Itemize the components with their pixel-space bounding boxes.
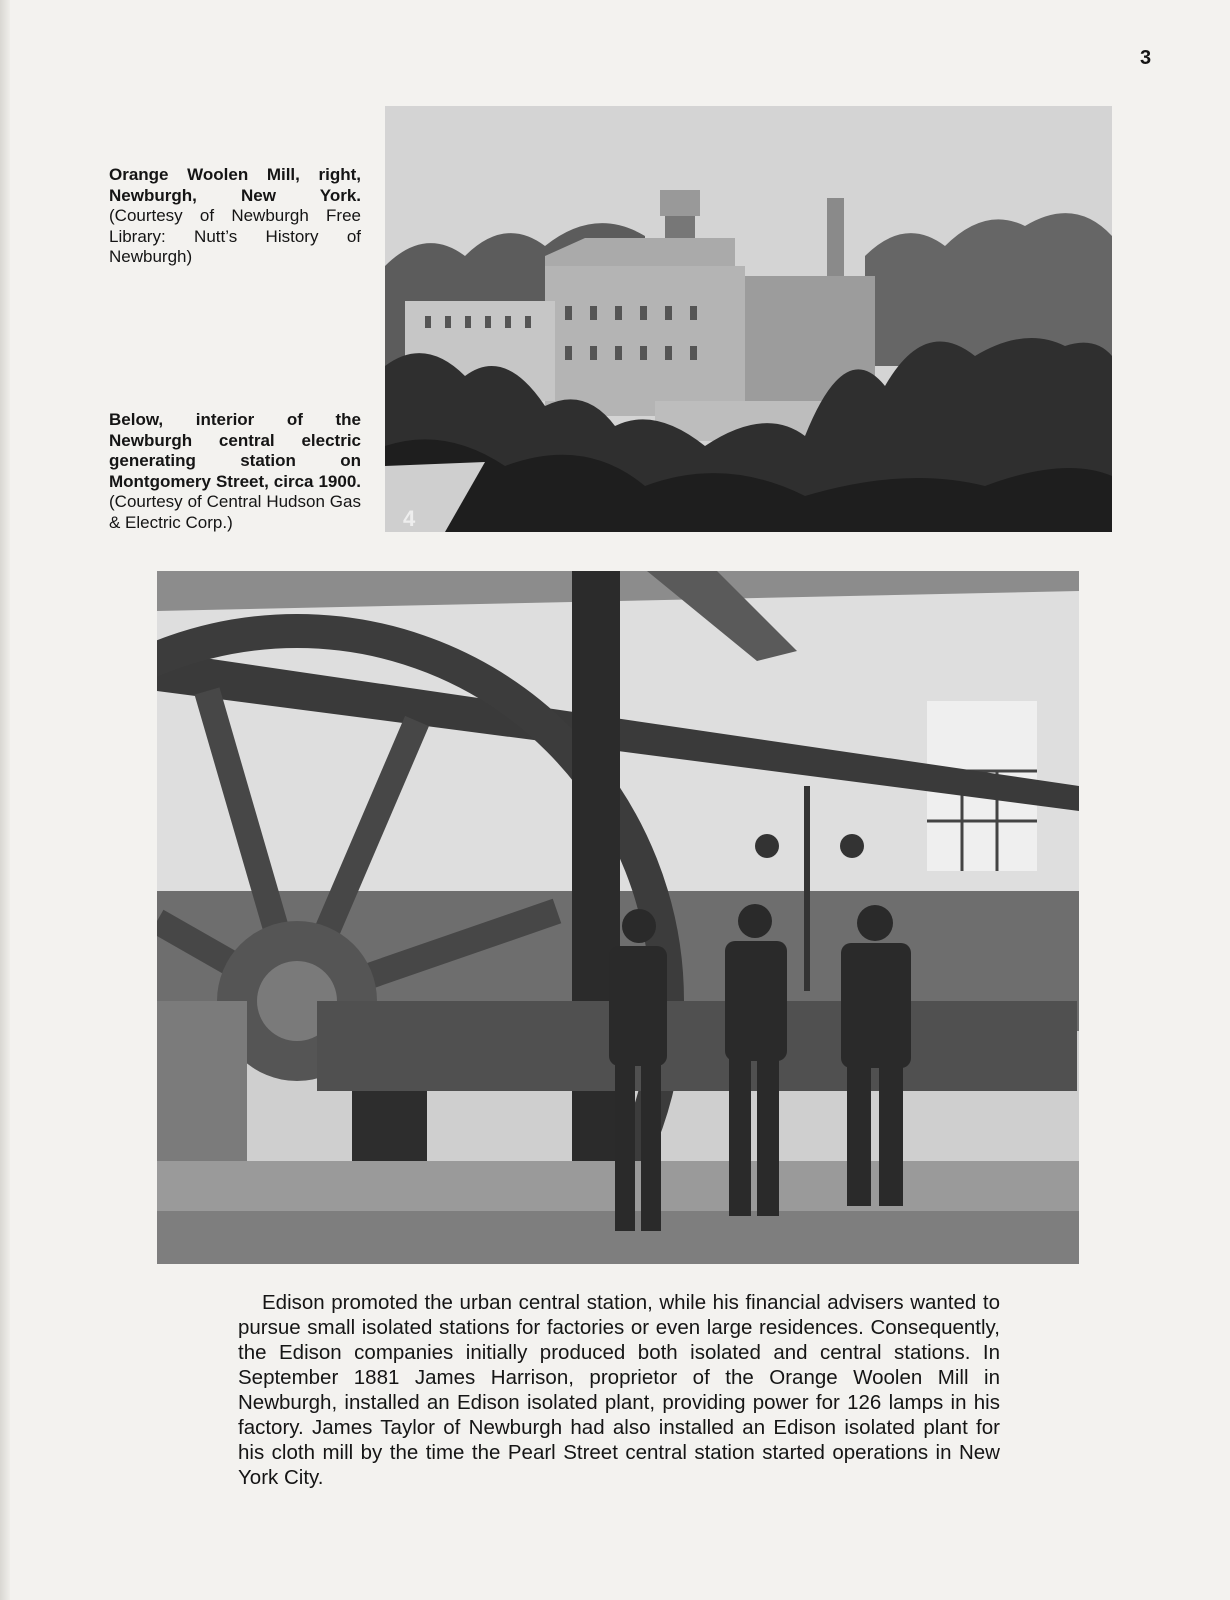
body-paragraph-text: Edison promoted the urban central station, while his financial advisers wanted to pursue small isolated stations for factories or even large residences. Consequently, the Edison companies initially produced both isolated and central stations. In September 1881 James Harrison, proprietor of the Orange Woolen Mill in Newburgh, installed an Edison isolated plant, providing power for 126 lamps in his factory. James Taylor of Newburgh had also installed an Edison isolated plant for his cloth mill by the time the Pearl Street central station started operations in New York City. <box>238 1291 1000 1489</box>
mill-photo-marker: 4 <box>403 506 416 531</box>
mill-caption-title-line1: Orange Woolen Mill, right, <box>109 165 361 184</box>
station-photo <box>157 571 1079 1264</box>
page-number: 3 <box>1140 47 1152 69</box>
mill-caption-title-line2: Newburgh, New York. <box>109 185 361 205</box>
body-paragraph <box>238 1290 1000 1490</box>
mill-caption-credit: (Courtesy of Newburgh Free Library: Nutt’s History of Newburgh) <box>109 206 361 266</box>
page-edge <box>0 0 10 1600</box>
station-caption-credit: (Courtesy of Central Hudson Gas & Electric Corp.) <box>109 492 361 532</box>
station-caption-title: Below, interior of the Newburgh central electric generating station on Montgomery Street, circa 1900. <box>109 410 361 491</box>
mill-photo <box>385 106 1112 532</box>
station-caption <box>109 410 361 533</box>
mill-caption <box>109 165 361 268</box>
